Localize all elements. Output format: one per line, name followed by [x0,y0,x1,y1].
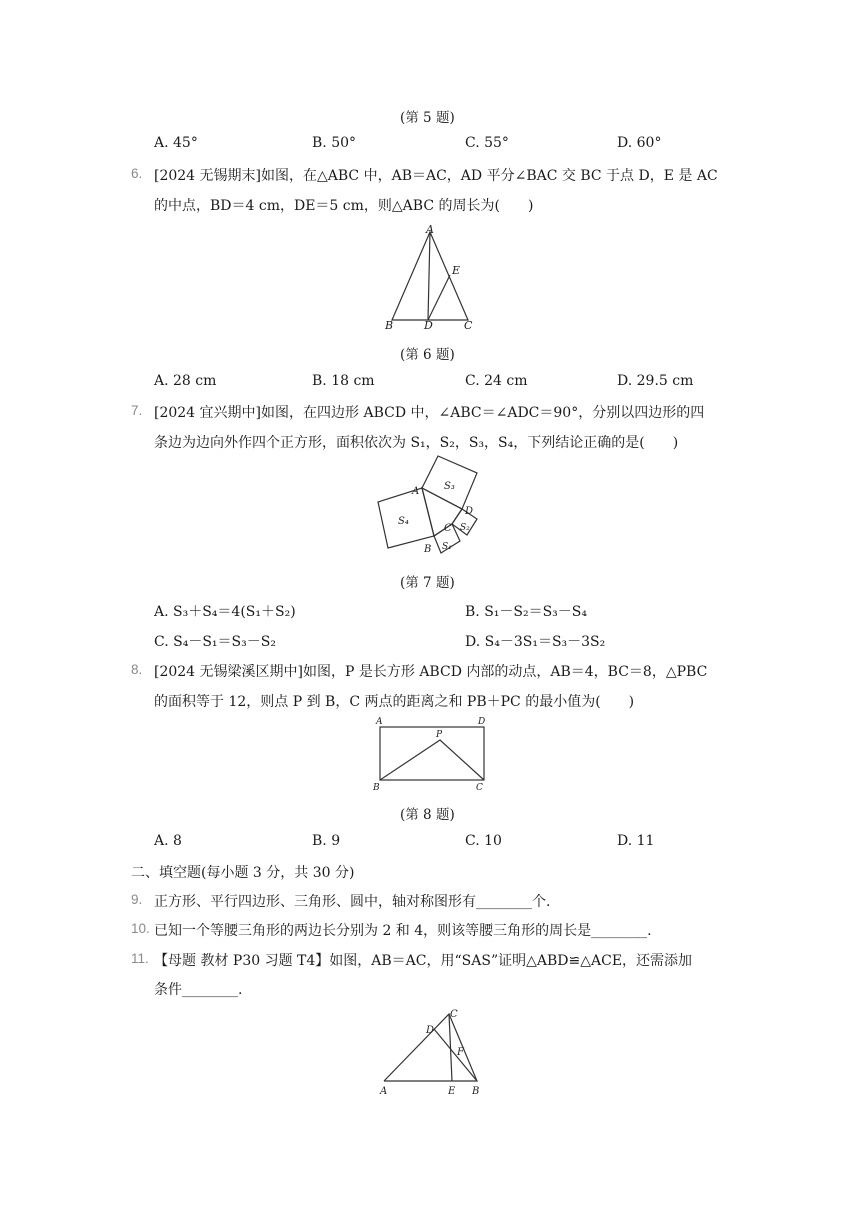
q6-segment-de [428,275,450,320]
q6-number: 6. [131,166,143,181]
q6-figure [380,222,480,334]
q8-figure [370,712,494,796]
q7-label-s3: S₃ [444,481,455,492]
q7-label-s4: S₄ [398,516,409,527]
q11-figure [374,1004,494,1100]
q8-number: 8. [131,662,143,677]
q6-caption: (第 6 题) [400,347,455,363]
q8-label-b: B [373,783,380,793]
q5-option-c: C. 55° [465,135,509,151]
q6-segment-ad [428,232,430,320]
q6-label-a: A [426,223,434,236]
q8-rectangle-abcd [380,727,484,780]
q7-label-a: A [412,486,420,497]
q11-label-a: A [380,1086,388,1097]
q11-text-line1: 【母题 教材 P30 习题 T4】如图，AB＝AC，用“SAS”证明△ABD≌△ACE，还需添加 [154,953,693,969]
q7-number: 7. [131,403,143,418]
q6-label-e: E [452,264,461,277]
q10-text: 已知一个等腰三角形的两边长分别为 2 和 4，则该等腰三角形的周长是________. [154,923,652,939]
q11-segment-bd [434,1029,477,1081]
q6-option-a: A. 28 cm [154,373,217,389]
q8-label-p: P [436,730,443,740]
q11-label-b: B [472,1086,480,1097]
q6-label-c: C [464,319,473,332]
q7-caption: (第 7 题) [400,575,455,591]
q7-option-d: D. S₄－3S₁＝S₃－3S₂ [465,634,606,650]
q8-label-c: C [476,783,483,793]
q7-figure [374,452,484,560]
q8-label-d: D [478,717,486,727]
q11-label-c: C [450,1009,458,1020]
q11-label-f: F [457,1047,464,1058]
q11-label-e: E [448,1086,456,1097]
q6-label-b: B [385,319,394,332]
q11-label-d: D [426,1025,435,1036]
q5-caption: (第 5 题) [400,110,455,126]
q8-option-d: D. 11 [617,833,655,849]
q8-label-a: A [376,717,383,727]
q7-label-s2: S₂ [460,523,470,533]
q9-text: 正方形、平行四边形、三角形、圆中，轴对称图形有________个. [154,894,551,910]
q10-number: 10. [131,921,150,936]
q6-option-c: C. 24 cm [465,373,528,389]
section-heading: 二、填空题(每小题 3 分，共 30 分) [131,865,355,881]
q7-text-line1: [2024 宜兴期中]如图，在四边形 ABCD 中，∠ABC＝∠ADC＝90°，分别以四边形的四 [154,405,705,421]
q5-option-d: D. 60° [617,135,662,151]
q8-option-a: A. 8 [154,833,182,849]
q7-label-b: B [424,544,432,555]
q7-text-line2: 条边为边向外作四个正方形，面积依次为 S₁，S₂，S₃，S₄，下列结论正确的是( ) [154,435,679,451]
q5-option-b: B. 50° [312,135,357,151]
q7-option-a: A. S₃＋S₄＝4(S₁＋S₂) [154,604,296,620]
q6-label-d: D [424,319,433,332]
q11-text-line2: 条件________. [154,982,243,998]
q6-text-line1: [2024 无锡期末]如图，在△ABC 中，AB＝AC，AD 平分∠BAC 交 BC 于点 D，E 是 AC [154,168,718,184]
q8-text-line1: [2024 无锡梁溪区期中]如图，P 是长方形 ABCD 内部的动点，AB＝4，BC＝8，△PBC [154,664,708,680]
q6-text-line2: 的中点，BD＝4 cm，DE＝5 cm，则△ABC 的周长为( ) [154,198,534,214]
q5-option-a: A. 45° [154,135,198,151]
q7-label-d: D [465,506,474,517]
q8-text-line2: 的面积等于 12，则点 P 到 B，C 两点的距离之和 PB＋PC 的最小值为( ) [154,694,635,710]
q7-option-c: C. S₄－S₁＝S₃－S₂ [154,634,276,650]
q7-label-c: C [444,523,452,534]
q8-option-b: B. 9 [312,833,341,849]
q7-label-s1: S₁ [442,542,452,552]
q11-number: 11. [131,951,149,966]
q9-number: 9. [131,892,143,907]
q8-caption: (第 8 题) [400,807,455,823]
q6-option-b: B. 18 cm [312,373,375,389]
q8-segments-pb-pc [380,740,484,780]
q6-option-d: D. 29.5 cm [617,373,694,389]
q8-option-c: C. 10 [465,833,502,849]
q7-option-b: B. S₁－S₂＝S₃－S₄ [465,604,588,620]
